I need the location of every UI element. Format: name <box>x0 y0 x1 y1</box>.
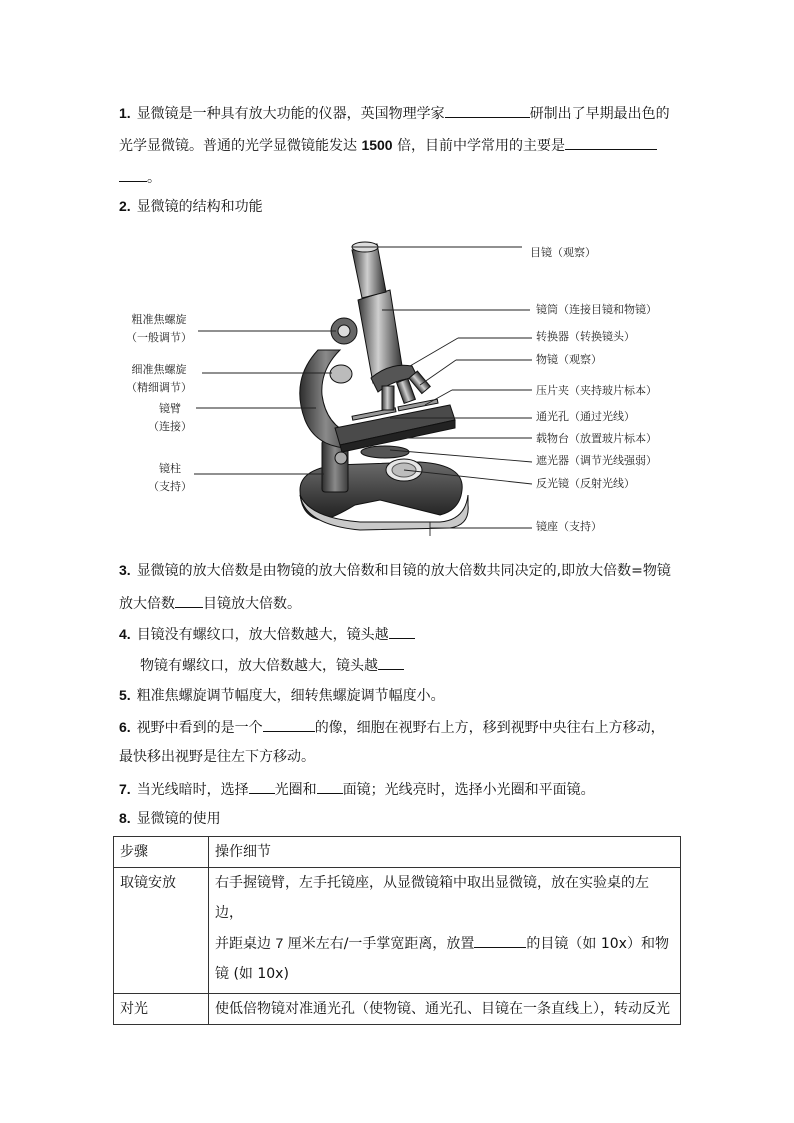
q4-text-b: 物镜有螺纹口，放大倍数越大，镜头越 <box>140 658 378 674</box>
row1-line2 <box>215 928 674 959</box>
q4-number: 4. <box>119 626 131 642</box>
label-arm-sub: （连接） <box>148 420 192 433</box>
q7-text-b: 光圈和 <box>274 782 317 798</box>
table-row <box>114 994 681 1025</box>
q6-text-b: 的像，细胞在视野右上方，移到视野中央往右上方移动， <box>314 720 665 736</box>
label-stage-clip: 压片夹（夹持玻片标本） <box>536 384 657 397</box>
label-coarse-focus-sub: （一般调节） <box>126 331 192 344</box>
label-mirror: 反光镜（反射光线） <box>536 477 635 490</box>
q8-text: 显微镜的使用 <box>136 811 221 827</box>
label-fine-focus-name: 细准焦螺旋 <box>131 363 187 376</box>
objective-lens <box>382 386 394 410</box>
q7-blank-1[interactable] <box>249 778 275 794</box>
q4-line2 <box>140 654 404 676</box>
q1-number-1500: 1500 <box>361 137 393 153</box>
q5-number: 5. <box>119 687 131 703</box>
row1-number-7: 7 <box>275 935 284 951</box>
q7-text-a: 当光线暗时，选择 <box>136 782 249 798</box>
q2-text: 显微镜的结构和功能 <box>136 199 263 215</box>
q4-text-a: 目镜没有螺纹口，放大倍数越大，镜头越 <box>136 627 389 643</box>
usage-table <box>113 836 681 1025</box>
label-pillar <box>140 462 200 494</box>
q6-blank[interactable] <box>263 716 315 732</box>
label-coarse-focus <box>124 313 194 345</box>
table-cell-details-1 <box>209 868 681 994</box>
q5-line <box>119 685 445 706</box>
table-header-step: 步骤 <box>114 837 209 868</box>
label-arm-name: 镜臂 <box>159 402 181 415</box>
table-row <box>114 868 681 994</box>
label-coarse-focus-name: 粗准焦螺旋 <box>131 313 187 326</box>
q7-line <box>119 778 595 800</box>
q1-text-e: 。 <box>147 170 161 186</box>
q7-text-c: 面镜；光线亮时，选择小光圈和平面镜。 <box>342 782 595 798</box>
q3-text-a: 显微镜的放大倍数是由物镜的放大倍数和目镜的放大倍数共同决定的,即放大倍数=物镜 <box>136 563 671 579</box>
row1-text-a: 并距桌边 <box>215 936 271 952</box>
q3-number: 3. <box>119 562 131 578</box>
table-cell-details-2: 使低倍物镜对准通光孔（使物镜、通光孔、目镜在一条直线上），转动反光 <box>209 994 681 1025</box>
q4-line1 <box>119 623 415 645</box>
label-pillar-sub: （支持） <box>148 480 192 493</box>
row1-line3: 镜 (如 10x) <box>215 966 289 982</box>
label-fine-focus <box>124 363 194 395</box>
q6-line1 <box>119 716 665 738</box>
q8-number: 8. <box>119 810 131 826</box>
q1-text-c: 光学显微镜。普通的光学显微镜能发达 <box>119 138 357 154</box>
q3-text-b: 放大倍数 <box>119 596 175 612</box>
table-cell-step-1: 取镜安放 <box>114 868 209 994</box>
q3-line2 <box>119 592 301 614</box>
label-eyepiece: 目镜（观察） <box>530 246 596 259</box>
q6-text-c: 最快移出视野是往左下方移动。 <box>119 749 315 765</box>
q6-text-a: 视野中看到的是一个 <box>136 720 263 736</box>
q1-number: 1. <box>119 105 131 121</box>
q4-blank-1[interactable] <box>389 623 415 639</box>
label-fine-focus-sub: （精细调节） <box>126 381 192 394</box>
q3-blank[interactable] <box>175 592 203 608</box>
q6-line2 <box>119 747 315 767</box>
label-arm <box>140 402 200 434</box>
q5-text: 粗准焦螺旋调节幅度大，细转焦螺旋调节幅度小。 <box>136 688 445 704</box>
q4-blank-2[interactable] <box>378 654 404 670</box>
row1-blank[interactable] <box>474 932 526 948</box>
table-header-row <box>114 837 681 868</box>
q3-line1 <box>119 560 671 581</box>
row1-line1: 右手握镜臂，左手托镜座，从显微镜箱中取出显微镜，放在实验桌的左边， <box>215 875 649 921</box>
label-nosepiece: 转换器（转换镜头） <box>536 330 635 343</box>
label-body-tube: 镜筒（连接目镜和物镜） <box>536 303 657 316</box>
label-aperture: 通光孔（通过光线） <box>536 410 635 423</box>
label-stage: 载物台（放置玻片标本） <box>536 432 657 445</box>
fine-focus-knob <box>330 365 352 383</box>
microscope-stage <box>335 399 455 452</box>
q2-number: 2. <box>119 198 131 214</box>
label-base: 镜座（支持） <box>536 520 602 533</box>
label-pillar-name: 镜柱 <box>159 462 181 475</box>
label-diaphragm: 遮光器（调节光线强弱） <box>536 454 657 467</box>
row1-text-c: 的目镜（如 10x）和物 <box>526 936 669 952</box>
q1-text-d: 倍，目前中学常用的主要是 <box>397 138 566 154</box>
q7-blank-2[interactable] <box>317 778 343 794</box>
table-cell-step-2: 对光 <box>114 994 209 1025</box>
q3-text-c: 目镜放大倍数。 <box>203 596 301 612</box>
q6-number: 6. <box>119 719 131 735</box>
row1-text-b: 厘米左右/一手掌宽距离，放置 <box>287 936 475 952</box>
q7-number: 7. <box>119 781 131 797</box>
q8-heading <box>119 808 221 829</box>
q1-text-a: 显微镜是一种具有放大功能的仪器，英国物理学家 <box>136 106 445 122</box>
table-header-details: 操作细节 <box>209 837 681 868</box>
label-objective: 物镜（观察） <box>536 353 602 366</box>
q1-text-b: 研制出了早期最出色的 <box>529 106 670 122</box>
